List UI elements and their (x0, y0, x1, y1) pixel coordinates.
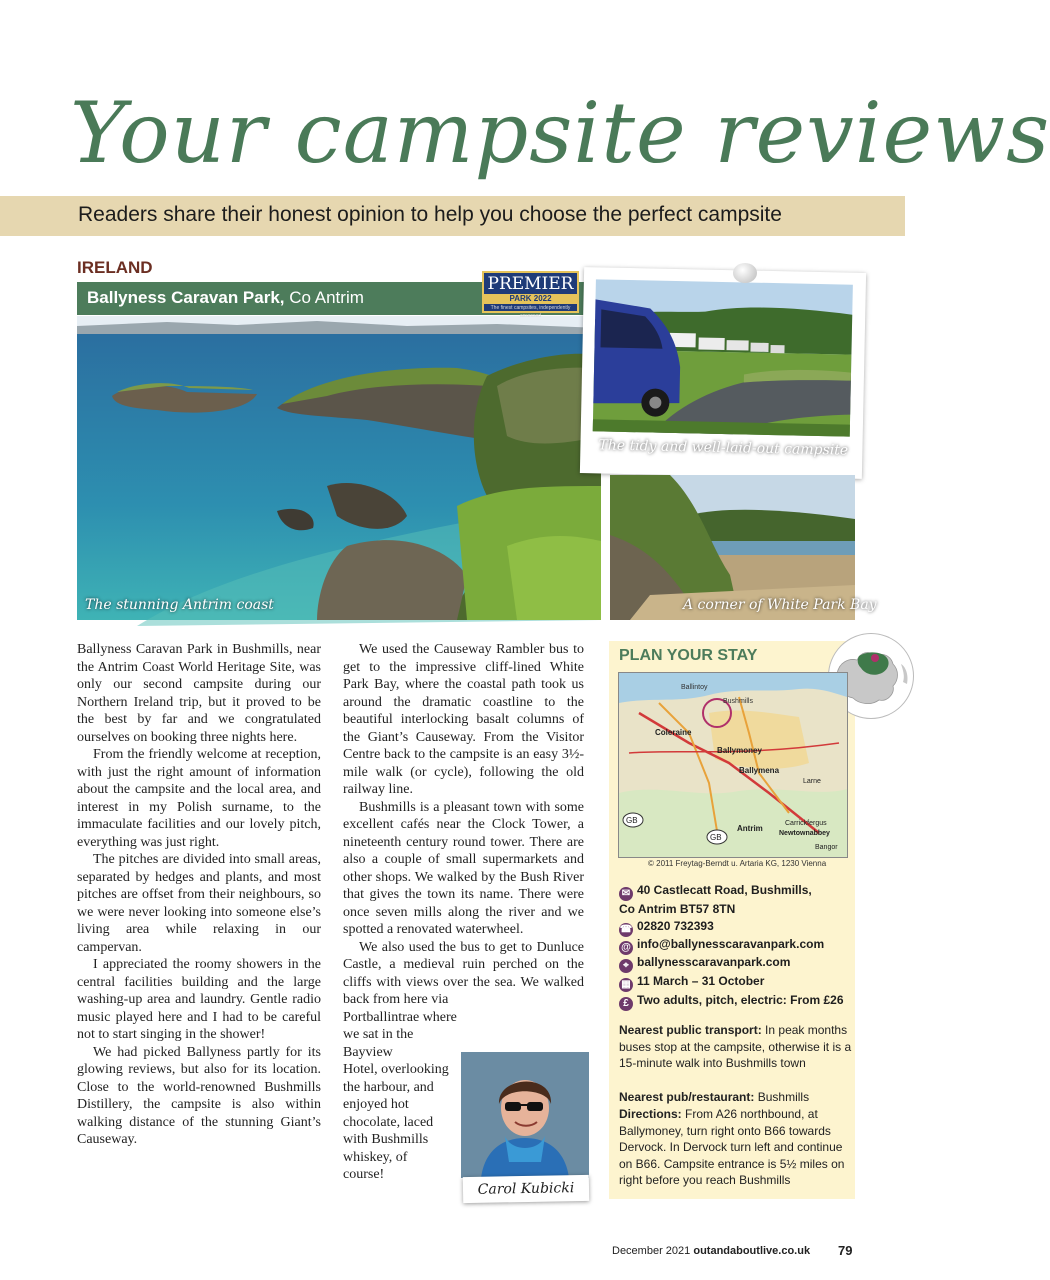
campsite-polaroid (580, 267, 866, 479)
narrow-paragraph (343, 1009, 461, 1184)
badge-line3: The finest campsites, independently assessed (490, 305, 571, 319)
pub-info (619, 1089, 853, 1106)
paragraph: We had picked Ballyness partly for its glowing reviews, but also for its location. Close to the world-renowned Bushmills Distillery, the campsite is also within walking distance of the stunning Giant’s Causeway. (77, 1044, 321, 1147)
email-icon: @ (619, 941, 633, 955)
text-line: Portballintrae where (343, 1009, 457, 1025)
email-row (619, 936, 851, 955)
park-name (87, 288, 364, 308)
paragraph: We also used the bus to get to Dunluce Castle, a medieval ruin perched on the cliffs with views over the sea. We walked back from here via (343, 939, 584, 1007)
map-label: Coleraine (655, 728, 692, 737)
paragraph: We used the Causeway Rambler bus to get to the impressive cliff-lined White Park Bay, where the coastal path took us around the dramatic coastline to the beautiful interlocking basalt columns of the Giant’s Causeway. From the Visitor Centre back to the campsite is an easy 3½-mile walk (or cycle), following the old railway line. (343, 642, 584, 797)
page-footer (612, 1245, 810, 1257)
map-label: Larne (803, 778, 821, 785)
coast-caption: The stunning Antrim coast (85, 597, 274, 613)
park-name-bold: Ballyness Caravan Park, (87, 288, 285, 307)
paragraph: Ballyness Caravan Park in Bushmills, near the Antrim Coast World Heritage Site, was only our second campsite during our Northern Ireland trip, but it proved to be the best by far and we congratulated ourselves on booking three nights here. (77, 642, 321, 745)
pound-icon: £ (619, 997, 633, 1011)
directions-info (619, 1106, 853, 1189)
page-subtitle: Readers share their honest opinion to help you choose the perfect campsite (78, 203, 782, 226)
author-name-card (463, 1175, 589, 1203)
pushpin-icon (733, 263, 757, 283)
text-line: Hotel, overlooking (343, 1062, 449, 1077)
badge-line1: PREMIER (487, 274, 574, 294)
map-label: GB (626, 816, 638, 825)
paragraph: The pitches are divided into small areas, separated by hedges and plants, and most pitches are offset from their neighbours, so we were never looking into someone else’s living area while relaxing in our campervan. (77, 852, 321, 955)
envelope-icon: ✉ (619, 887, 633, 901)
author-photo (461, 1052, 589, 1178)
pub-text: Bushmills (757, 1090, 810, 1104)
open-dates: 11 March – 31 October (637, 974, 765, 988)
park-location: Co Antrim (289, 288, 364, 307)
text-line: chocolate, laced (343, 1114, 434, 1130)
map-label: Ballymoney (717, 746, 762, 755)
directions-label: Directions: (619, 1107, 682, 1121)
calendar-icon: ▦ (619, 978, 633, 992)
text-line: course! (343, 1167, 385, 1182)
email-address[interactable]: info@ballynesscaravanpark.com (637, 937, 825, 951)
price: Two adults, pitch, electric: From £26 (637, 993, 844, 1007)
road-map (618, 672, 848, 858)
bay-caption: A corner of White Park Bay (683, 597, 877, 613)
map-label: Antrim (737, 824, 763, 833)
paragraph: From the friendly welcome at reception, with just the right amount of information about the campsite and the local area, and interest in my Polish surname, to the immaculate facilities and our lovely pitch, everything was just right. (77, 747, 321, 850)
website-link[interactable]: ballynesscaravanpark.com (637, 955, 791, 969)
transport-label: Nearest public transport: (619, 1023, 762, 1037)
map-credit: © 2011 Freytag-Berndt u. Artaria KG, 1230 Vienna (648, 859, 827, 868)
mouse-icon: ⌖ (619, 959, 633, 973)
map-label: Ballymena (739, 766, 780, 775)
phone-number: 02820 732393 (637, 919, 714, 933)
transport-info (619, 1022, 853, 1072)
address (619, 882, 851, 917)
author-name: Carol Kubicki (477, 1180, 575, 1198)
panel-title: PLAN YOUR STAY (619, 647, 758, 664)
text-line: whiskey, of (343, 1149, 408, 1165)
campsite-photo (593, 279, 853, 436)
directions-text: From A26 northbound, at Ballymoney, turn right onto B66 towards Dervock. In Dervock turn left and continue on B66. Campsite entrance is 5½ miles on right before you reach Bushmills (619, 1107, 845, 1187)
text-line: we sat in the Bayview (343, 1027, 414, 1060)
website-row (619, 954, 851, 973)
text-line: the harbour, and (343, 1079, 434, 1095)
region-label: IRELAND (77, 258, 153, 277)
phone-row (619, 918, 851, 937)
map-label: Ballintoy (681, 684, 708, 691)
phone-icon: ☎ (619, 924, 633, 935)
article-column-1 (77, 641, 321, 1149)
paragraph: I appreciated the roomy showers in the central facilities building and the large washing-up area and laundry. Gentle radio music played here and I had to be careful not to start singing in the shower! (77, 957, 321, 1042)
map-label: Bushmills (723, 698, 753, 705)
premier-park-badge (482, 271, 579, 319)
footer-site: outandaboutlive.co.uk (693, 1245, 811, 1257)
text-line: with Bushmills (343, 1132, 429, 1147)
page-title: Your campsite reviews (70, 84, 1050, 182)
badge-line2: PARK 2022 (484, 294, 577, 304)
address-line2: Co Antrim BT57 8TN (619, 902, 736, 916)
pub-label: Nearest pub/restaurant: (619, 1090, 755, 1104)
footer-date: December 2021 (612, 1245, 691, 1257)
map-label: Bangor (815, 844, 838, 851)
paragraph: Bushmills is a pleasant town with some excellent cafés near the Clock Tower, a nineteenth century round tower. There are also a couple of small supermarkets and other shops. We walked by the Bush River that gives the town its name. There were once seven mills along the river and we spotted a renovated waterwheel. (343, 799, 584, 937)
campsite-caption: The tidy and well-laid-out campsite (598, 437, 849, 459)
dates-row (619, 973, 851, 992)
text-line: enjoyed hot (343, 1097, 409, 1112)
address-line1: 40 Castlecatt Road, Bushmills, (637, 883, 812, 897)
page-number: 79 (838, 1243, 853, 1258)
map-label: Newtownabbey (779, 830, 830, 837)
map-label: GB (710, 833, 722, 842)
map-label: Carrickfergus (785, 820, 827, 827)
price-row (619, 992, 851, 1011)
transport-text: In peak months buses stop at the campsite, otherwise it is a 15-minute walk into Bushmills town (619, 1023, 852, 1070)
coast-photo (77, 316, 601, 620)
